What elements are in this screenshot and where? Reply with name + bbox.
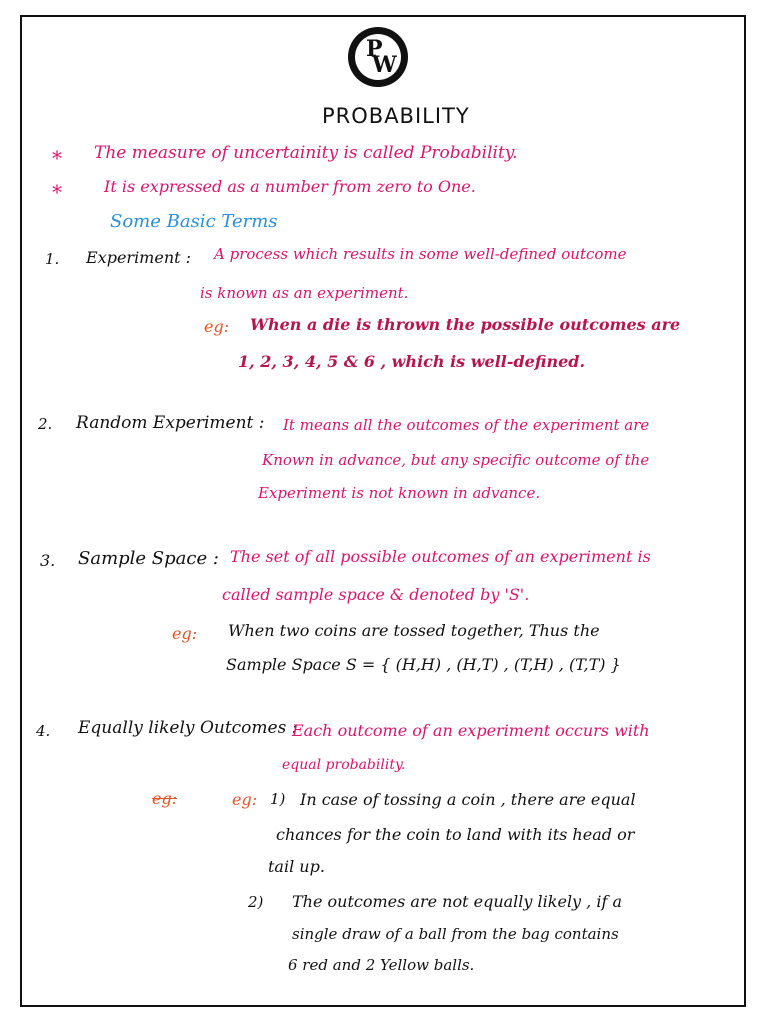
example-line: 1, 2, 3, 4, 5 & 6 , which is well-defined. bbox=[238, 352, 586, 371]
struck-example-label: eg: bbox=[152, 789, 178, 808]
term-label: Equally likely Outcomes : bbox=[78, 718, 298, 738]
definition-line: called sample space & denoted by 'S'. bbox=[222, 585, 530, 604]
term-label: Experiment : bbox=[86, 248, 192, 267]
example-line: tail up. bbox=[268, 857, 325, 876]
example-line: Sample Space S = { (H,H) , (H,T) , (T,H) , (T,T) } bbox=[226, 655, 621, 674]
term-number: 1. bbox=[45, 250, 60, 268]
logo-letter-p: P bbox=[366, 36, 383, 62]
example-label: eg: bbox=[204, 317, 230, 336]
definition-line: It means all the outcomes of the experiment are bbox=[283, 416, 650, 434]
bullet-text: It is expressed as a number from zero to One. bbox=[104, 177, 476, 196]
example-line: single draw of a ball from the bag contains bbox=[292, 925, 619, 943]
example-label: eg: bbox=[172, 624, 198, 643]
pw-logo bbox=[348, 27, 408, 87]
logo-letter-w: W bbox=[372, 52, 397, 78]
bullet-marker: * bbox=[52, 146, 62, 170]
definition-line: Known in advance, but any specific outcome of the bbox=[262, 451, 650, 469]
term-label: Sample Space : bbox=[78, 548, 219, 569]
bullet-marker: * bbox=[52, 180, 62, 204]
term-number: 2. bbox=[38, 415, 53, 433]
definition-line: is known as an experiment. bbox=[200, 284, 409, 302]
example-line: When two coins are tossed together, Thus the bbox=[228, 621, 600, 640]
example-line: The outcomes are not equally likely , if a bbox=[292, 892, 623, 911]
definition-line: Each outcome of an experiment occurs with bbox=[292, 721, 650, 740]
bullet-text: The measure of uncertainity is called Probability. bbox=[94, 143, 518, 163]
example-label: eg: bbox=[232, 790, 258, 809]
example-line: When a die is thrown the possible outcomes are bbox=[250, 315, 681, 334]
term-number: 3. bbox=[40, 551, 56, 570]
page-title: PROBABILITY bbox=[322, 104, 470, 128]
term-label: Random Experiment : bbox=[76, 413, 265, 433]
example-number: 1) bbox=[270, 790, 286, 808]
example-line: In case of tossing a coin , there are equal bbox=[300, 790, 636, 809]
definition-line: Experiment is not known in advance. bbox=[258, 484, 541, 502]
definition-line: equal probability. bbox=[282, 757, 406, 773]
example-line: 6 red and 2 Yellow balls. bbox=[288, 956, 475, 974]
example-number: 2) bbox=[248, 893, 264, 911]
definition-line: A process which results in some well-defined outcome bbox=[214, 245, 627, 263]
example-line: chances for the coin to land with its head or bbox=[276, 825, 635, 844]
page-border bbox=[20, 15, 746, 1007]
section-heading: Some Basic Terms bbox=[110, 211, 278, 232]
term-number: 4. bbox=[36, 722, 51, 740]
definition-line: The set of all possible outcomes of an experiment is bbox=[230, 547, 651, 566]
